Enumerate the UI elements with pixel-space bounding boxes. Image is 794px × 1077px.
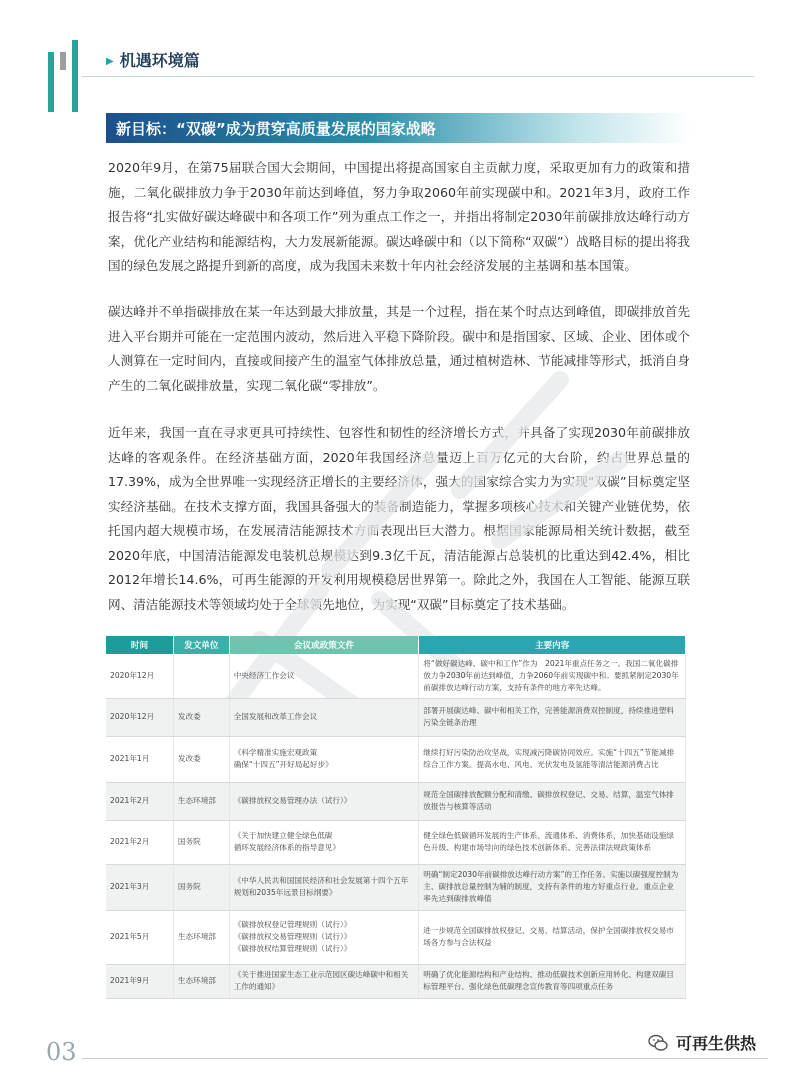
cell-doc: 《中华人民共和国国民经济和社会发展第十四个五年规划和2035年远景目标纲要》 bbox=[229, 864, 419, 910]
paragraph-3: 近年来，我国一直在寻求更具可持续性、包容性和韧性的经济增长方式，并具备了实现2030年前碳排放达峰的客观条件。在经济基础方面，2020年我国经济总量迈上百万亿元的大台阶，约占世界总量的17.39%，成为全世界唯一实现经济正增长的主要经济体，强大的国家综合实力为实现“双碳”目标奠定坚实经济基础。在技术支撑方面，我国具备强大的装备制造能力，掌握多项核心技术和关键产业链优势，依托国内超大规模市场，在发展清洁能源技术方面表现出巨大潜力。根据国家能源局相关统计数据，截至2020年底，中国清洁能源发电装机总规模达到9.3亿千瓦，清洁能源占总装机的比重达到42.4%，相比2012年增长14.6%，可再生能源的开发利用规模稳居世界第一。除此之外，我国在人工智能、能源互联网、清洁能源技术等领域均处于全球领先地位，为实现“双碳”目标奠定了技术基础。 bbox=[108, 425, 690, 612]
cell-unit: 生态环境部 bbox=[173, 782, 229, 820]
col-header-doc: 会议或政策文件 bbox=[229, 636, 419, 654]
decor-bar-teal-2 bbox=[72, 40, 78, 112]
section-title bbox=[106, 48, 200, 71]
table-row bbox=[106, 736, 686, 782]
policy-table bbox=[106, 636, 686, 999]
col-header-content: 主要内容 bbox=[419, 636, 686, 654]
col-header-unit: 发文单位 bbox=[173, 636, 229, 654]
decor-bar-teal bbox=[48, 52, 54, 112]
section-title-text: 机遇环境篇 bbox=[119, 51, 200, 70]
page-number: 03 bbox=[46, 1038, 77, 1066]
cell-unit: 国务院 bbox=[173, 820, 229, 864]
cell-content: 继续打好污染防治攻坚战，实现减污降碳协同效应。实施“十四五”节能减排综合工作方案。提高水电、风电、光伏发电及氢能等清洁能源消费占比 bbox=[419, 736, 686, 782]
cell-content: 部署开展碳达峰、碳中和相关工作，完善能源消费双控制度，持续推进塑料污染全链条治理 bbox=[419, 698, 686, 736]
cell-unit: 生态环境部 bbox=[173, 964, 229, 998]
header-divider bbox=[82, 76, 754, 77]
cell-unit bbox=[173, 654, 229, 698]
cell-unit: 国务院 bbox=[173, 864, 229, 910]
wechat-icon bbox=[648, 1033, 668, 1053]
cell-doc: 全国发展和改革工作会议 bbox=[229, 698, 419, 736]
table-row bbox=[106, 782, 686, 820]
cell-time: 2021年9月 bbox=[106, 964, 173, 998]
cell-content: 将“做好碳达峰、碳中和工作”作为 2021年重点任务之一。我国二氧化碳排放力争2030年前达到峰值，力争2060年前实现碳中和。要抓紧制定2030年前碳排放达峰行动方案，支持有条件的地方率先达峰。 bbox=[419, 654, 686, 698]
cell-time: 2020年12月 bbox=[106, 654, 173, 698]
table-header-row bbox=[106, 636, 686, 654]
table-row bbox=[106, 698, 686, 736]
cell-doc: 中央经济工作会议 bbox=[229, 654, 419, 698]
paragraph-2: 碳达峰并不单指碳排放在某一年达到最大排放量，其是一个过程，指在某个时点达到峰值，即碳排放首先进入平台期并可能在一定范围内波动，然后进入平稳下降阶段。碳中和是指国家、区域、企业、团体或个人测算在一定时间内，直接或间接产生的温室气体排放总量，通过植树造林、节能减排等形式，抵消自身产生的二氧化碳排放量，实现二氧化碳“零排放”。 bbox=[108, 304, 690, 393]
paragraph-1: 2020年9月，在第75届联合国大会期间，中国提出将提高国家自主贡献力度，采取更加有力的政策和措施，二氧化碳排放力争于2030年前达到峰值，努力争取2060年前实现碳中和。2021年3月，政府工作报告将“扎实做好碳达峰碳中和各项工作”列为重点工作之一，并指出将制定2030年前碳排放达峰行动方案，优化产业结构和能源结构，大力发展新能源。碳达峰碳中和（以下简称“双碳”）战略目标的提出将我国的绿色发展之路提升到新的高度，成为我国未来数十年内社会经济发展的主基调和基本国策。 bbox=[108, 160, 690, 273]
brand-name: 可再生供热 bbox=[676, 1034, 757, 1053]
table-row bbox=[106, 910, 686, 964]
cell-doc: 《碳排放权登记管理规则（试行）》 《碳排放权交易管理规则（试行）》 《碳排放权结算管理规则（试行）》 bbox=[229, 910, 419, 964]
cell-unit: 生态环境部 bbox=[173, 910, 229, 964]
cell-doc: 《碳排放权交易管理办法（试行）》 bbox=[229, 782, 419, 820]
cell-content: 健全绿色低碳循环发展的生产体系、流通体系、消费体系，加快基础设施绿色升级、构建市场导向的绿色技术创新体系、完善法律法规政策体系 bbox=[419, 820, 686, 864]
table-row bbox=[106, 654, 686, 698]
cell-doc: 《关于推进国家生态工业示范园区碳达峰碳中和相关工作的通知》 bbox=[229, 964, 419, 998]
cell-content: 明确“制定2030年前碳排放达峰行动方案”的工作任务。实施以碳强度控制为主、碳排放总量控制为辅的制度，支持有条件的地方好重点行业、重点企业率先达到碳排放峰值 bbox=[419, 864, 686, 910]
table-row bbox=[106, 820, 686, 864]
headline-banner bbox=[106, 113, 692, 143]
cell-doc: 《关于加快建立健全绿色低碳 循环发展经济体系的指导意见》 bbox=[229, 820, 419, 864]
cell-time: 2021年1月 bbox=[106, 736, 173, 782]
cell-time: 2021年3月 bbox=[106, 864, 173, 910]
cell-time: 2020年12月 bbox=[106, 698, 173, 736]
cell-unit: 发改委 bbox=[173, 736, 229, 782]
triangle-icon: ▶ bbox=[106, 56, 114, 67]
cell-time: 2021年2月 bbox=[106, 820, 173, 864]
decor-bar-gray bbox=[60, 52, 66, 70]
cell-doc: 《科学精准实施宏观政策 确保“十四五”开好局起好步》 bbox=[229, 736, 419, 782]
cell-time: 2021年2月 bbox=[106, 782, 173, 820]
footer-divider bbox=[82, 1058, 768, 1059]
headline-text: 新目标：“双碳”成为贯穿高质量发展的国家战略 bbox=[116, 120, 436, 138]
cell-content: 规范全国碳排放配额分配和清缴、碳排放权登记、交易、结算，温室气体排放报告与核算等活动 bbox=[419, 782, 686, 820]
cell-unit: 发改委 bbox=[173, 698, 229, 736]
col-header-time: 时间 bbox=[106, 636, 173, 654]
cell-content: 进一步规范全国碳排放权登记、交易、结算活动，保护全国碳排放权交易市场各方参与合法权益 bbox=[419, 910, 686, 964]
table-row bbox=[106, 964, 686, 998]
cell-content: 明确了优化能源结构和产业结构、推动低碳技术创新应用转化、构建双碳目标管理平台、强化绿色低碳理念宣传教育等四项重点任务 bbox=[419, 964, 686, 998]
table-row bbox=[106, 864, 686, 910]
cell-time: 2021年5月 bbox=[106, 910, 173, 964]
